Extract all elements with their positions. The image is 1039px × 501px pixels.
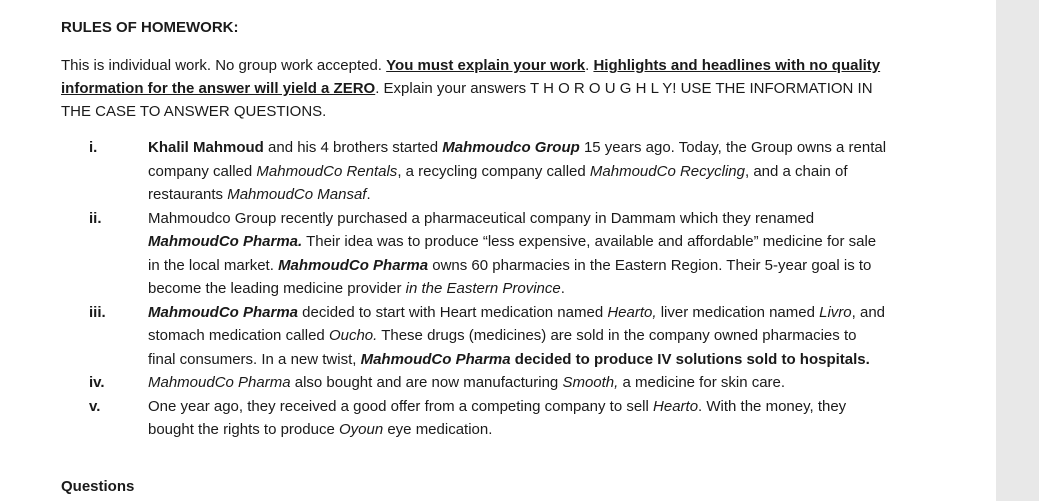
text-run: a medicine for skin care. — [618, 374, 786, 391]
text-run: These drugs (medicines) are sold in the company owned pharmacies to final consumers. In a new twist, — [148, 327, 857, 368]
rules-emphasis-zero: Highlights and headlines with no quality information for the answer will yield a ZERO — [61, 57, 881, 97]
text-bold-italic: MahmoudCo Pharma — [148, 303, 299, 321]
case-item-number: iii. — [89, 303, 106, 321]
rules-heading: RULES OF HOMEWORK: — [61, 19, 239, 36]
case-item-ii — [0, 207, 996, 301]
text-run: owns 60 pharmacies in the Eastern Region. Their 5-year goal is to become the leading medicine provider — [148, 256, 872, 297]
case-item-text — [148, 395, 888, 442]
text-run: 15 years ago. Today, the Group owns a rental company called — [148, 139, 887, 180]
questions-heading: Questions — [61, 478, 135, 495]
case-item-text — [148, 207, 888, 301]
text-bold: Khalil Mahmoud — [148, 139, 264, 156]
case-item-iv — [0, 371, 996, 395]
text-run: , a recycling company called — [397, 162, 590, 180]
text-run: also bought and are now manufacturing — [290, 374, 563, 391]
text-run: . — [560, 280, 565, 297]
text-italic: MahmoudCo Rentals — [256, 162, 398, 180]
rules-text: This is individual work. No group work accepted. — [61, 57, 387, 74]
text-italic: Oucho. — [328, 327, 378, 344]
case-item-text — [148, 301, 888, 372]
text-italic: Livro — [819, 303, 852, 321]
text-run: One year ago, they received a good offer from a competing company to sell — [148, 397, 654, 415]
text-run: , and stomach medication called — [148, 303, 886, 344]
text-run: , and a chain of restaurants — [148, 162, 848, 203]
case-item-v — [0, 395, 996, 442]
text-bold-italic: MahmoudCo Pharma — [360, 350, 511, 368]
text-run: liver medication named — [656, 303, 820, 321]
text-bold-italic: MahmoudCo Pharma — [278, 256, 429, 274]
case-item-i — [0, 136, 996, 207]
case-item-number: ii. — [89, 209, 102, 227]
text-run: . — [366, 186, 371, 203]
case-item-text — [148, 136, 888, 207]
text-run: eye medication. — [383, 421, 493, 438]
text-run: Their idea was to produce “less expensive, available and affordable” medicine for sale in the local market. — [148, 233, 877, 274]
case-list — [0, 136, 996, 442]
text-run: decided to start with Heart medication named — [298, 303, 608, 321]
rules-emphasis-explain: You must explain your work — [386, 57, 586, 74]
text-run: Mahmoudco Group recently purchased a pharmaceutical company in Dammam which they renamed — [148, 209, 815, 227]
rules-paragraph — [61, 54, 901, 123]
text-italic: Hearto, — [607, 303, 657, 321]
text-italic: Smooth, — [562, 374, 619, 391]
case-item-iii — [0, 301, 996, 372]
text-bold-italic: MahmoudCo Pharma. — [148, 233, 303, 250]
text-italic: in the Eastern Province — [405, 280, 561, 297]
text-run: . With the money, they bought the rights to produce — [148, 397, 847, 438]
case-item-number: v. — [89, 397, 101, 415]
case-item-number: iv. — [89, 374, 105, 391]
text-italic: Hearto — [653, 397, 699, 415]
case-item-number: i. — [89, 139, 98, 156]
case-item-text — [148, 371, 888, 395]
text-bold: decided to produce IV solutions sold to hospitals. — [510, 350, 870, 368]
text-italic: MahmoudCo Recycling — [589, 162, 745, 180]
text-italic: MahmoudCo Mansaf — [227, 186, 367, 203]
text-bold-italic: Mahmoudco Group — [442, 139, 580, 156]
rules-text: . Explain your answers T H O R O U G H L Y! USE THE INFORMATION IN THE CASE TO ANSWER QUESTIONS. — [61, 80, 873, 120]
text-run: and his 4 brothers started — [263, 139, 443, 156]
rules-text: . — [585, 57, 594, 74]
text-italic: Oyoun — [338, 421, 384, 438]
text-italic: MahmoudCo Pharma — [148, 374, 291, 391]
